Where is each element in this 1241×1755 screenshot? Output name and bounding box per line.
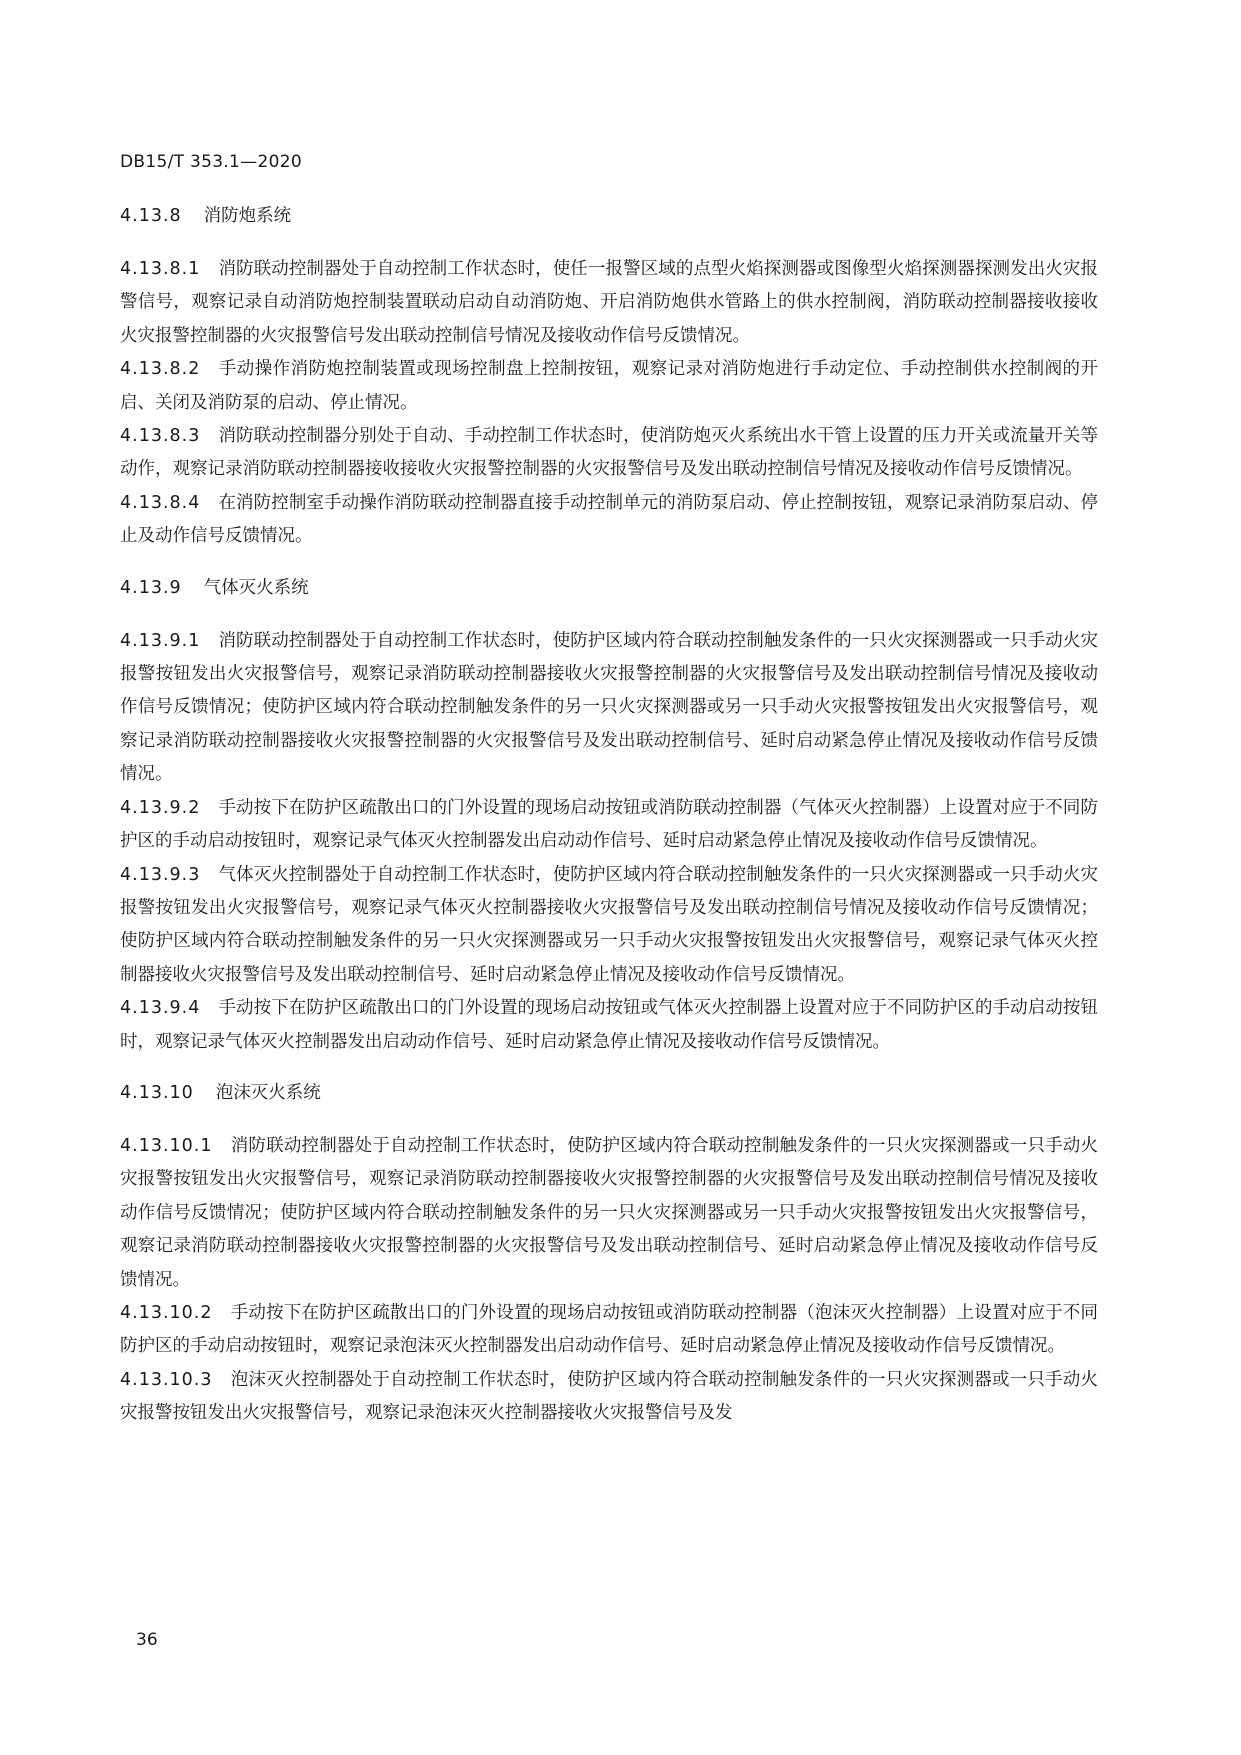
clause-text: 手动操作消防炮控制装置或现场控制盘上控制按钮，观察记录对消防炮进行手动定位、手动控制供水控制阀的开启、关闭及消防泵的启动、停止情况。	[120, 359, 1098, 413]
clause-text: 手动按下在防护区疏散出口的门外设置的现场启动按钮或消防联动控制器（气体灭火控制器）上设置对应于不同防护区的手动启动按钮时，观察记录气体灭火控制器发出启动动作信号、延时启动紧急停止情况及接收动作信号反馈情况。	[120, 797, 1098, 852]
clause	[120, 792, 1098, 859]
section-number: 4.13.9	[120, 577, 182, 598]
clause-number: 4.13.8.3	[120, 426, 201, 447]
clause-text: 消防联动控制器处于自动控制工作状态时，使任一报警区域的点型火焰探测器或图像型火焰探测器探测发出火灾报警信号，观察记录自动消防炮控制装置联动启动自动消防炮、开启消防炮供水管路上的供水控制阀，消防联动控制器接收接收火灾报警控制器的火灾报警信号发出联动控制信号情况及接收动作信号反馈情况。	[120, 259, 1098, 346]
clause	[120, 992, 1098, 1059]
clause	[120, 625, 1098, 792]
clause-text: 消防联动控制器处于自动控制工作状态时，使防护区域内符合联动控制触发条件的一只火灾探测器或一只手动火灾报警按钮发出火灾报警信号，观察记录消防联动控制器接收火灾报警控制器的火灾报警信号及发出联动控制信号情况及接收动作信号反馈情况；使防护区域内符合联动控制触发条件的另一只火灾探测器或另一只手动火灾报警按钮发出火灾报警信号，观察记录消防联动控制器接收火灾报警控制器的火灾报警信号及发出联动控制信号、延时启动紧急停止情况及接收动作信号反馈情况。	[120, 1135, 1098, 1290]
clause-number: 4.13.8.2	[120, 359, 201, 380]
clause-text: 手动按下在防护区疏散出口的门外设置的现场启动按钮或消防联动控制器（泡沫灭火控制器）上设置对应于不同防护区的手动启动按钮时，观察记录泡沫灭火控制器发出启动动作信号、延时启动紧急停止情况及接收动作信号反馈情况。	[120, 1302, 1098, 1357]
clause-text: 消防联动控制器分别处于自动、手动控制工作状态时，使消防炮灭火系统出水干管上设置的压力开关或流量开关等动作，观察记录消防联动控制器接收接收火灾报警控制器的火灾报警信号及发出联动控制信号情况及接收动作信号反馈情况。	[120, 426, 1098, 480]
clause-number: 4.13.8.1	[120, 259, 201, 279]
section-heading	[120, 572, 1098, 605]
clause	[120, 487, 1098, 554]
clause-number: 4.13.9.2	[120, 797, 201, 818]
clause	[120, 1364, 1098, 1431]
clause	[120, 859, 1098, 993]
clause-text: 气体灭火控制器处于自动控制工作状态时，使防护区域内符合联动控制触发条件的一只火灾探测器或一只手动火灾报警按钮发出火灾报警信号，观察记录气体灭火控制器接收火灾报警信号及发出联动控制信号情况及接收动作信号反馈情况；使防护区域内符合联动控制触发条件的另一只火灾探测器或另一只手动火灾报警按钮发出火灾报警信号，观察记录气体灭火控制器接收火灾报警信号及发出联动控制信号、延时启动紧急停止情况及接收动作信号反馈情况。	[120, 864, 1098, 985]
section-number: 4.13.10	[120, 1082, 194, 1103]
section-heading	[120, 200, 1098, 233]
clause-number: 4.13.10.3	[120, 1369, 213, 1390]
clause-number: 4.13.10.1	[120, 1135, 213, 1156]
clause	[120, 1297, 1098, 1364]
page-number: 36	[136, 1630, 158, 1650]
section-title: 消防炮系统	[203, 206, 292, 226]
clause-text: 泡沫灭火控制器处于自动控制工作状态时，使防护区域内符合联动控制触发条件的一只火灾探测器或一只手动火灾报警按钮发出火灾报警信号，观察记录泡沫灭火控制器接收火灾报警信号及发	[120, 1369, 1098, 1424]
clause	[120, 353, 1098, 420]
clause-text: 消防联动控制器处于自动控制工作状态时，使防护区域内符合联动控制触发条件的一只火灾探测器或一只手动火灾报警按钮发出火灾报警信号，观察记录消防联动控制器接收火灾报警控制器的火灾报警信号及发出联动控制信号情况及接收动作信号反馈情况；使防护区域内符合联动控制触发条件的另一只火灾探测器或另一只手动火灾报警按钮发出火灾报警信号，观察记录消防联动控制器接收火灾报警控制器的火灾报警信号及发出联动控制信号、延时启动紧急停止情况及接收动作信号反馈情况。	[120, 630, 1098, 785]
clause-text: 手动按下在防护区疏散出口的门外设置的现场启动按钮或气体灭火控制器上设置对应于不同防护区的手动启动按钮时，观察记录气体灭火控制器发出启动动作信号、延时启动紧急停止情况及接收动作信号反馈情况。	[120, 998, 1098, 1052]
section-heading	[120, 1077, 1098, 1110]
document-body	[120, 200, 1098, 1431]
section-number: 4.13.8	[120, 206, 182, 226]
document-code: DB15/T 353.1—2020	[120, 152, 302, 172]
clause-number: 4.13.9.3	[120, 864, 201, 885]
clause	[120, 1130, 1098, 1297]
clause-number: 4.13.8.4	[120, 492, 201, 513]
clause-text: 在消防控制室手动操作消防联动控制器直接手动控制单元的消防泵启动、停止控制按钮，观察记录消防泵启动、停止及动作信号反馈情况。	[120, 492, 1098, 547]
section-title: 泡沫灭火系统	[215, 1082, 321, 1103]
clause	[120, 420, 1098, 487]
section-title: 气体灭火系统	[203, 577, 309, 598]
clause-number: 4.13.9.4	[120, 998, 201, 1019]
clause-number: 4.13.10.2	[120, 1302, 213, 1323]
clause-number: 4.13.9.1	[120, 630, 201, 651]
clause	[120, 253, 1098, 353]
